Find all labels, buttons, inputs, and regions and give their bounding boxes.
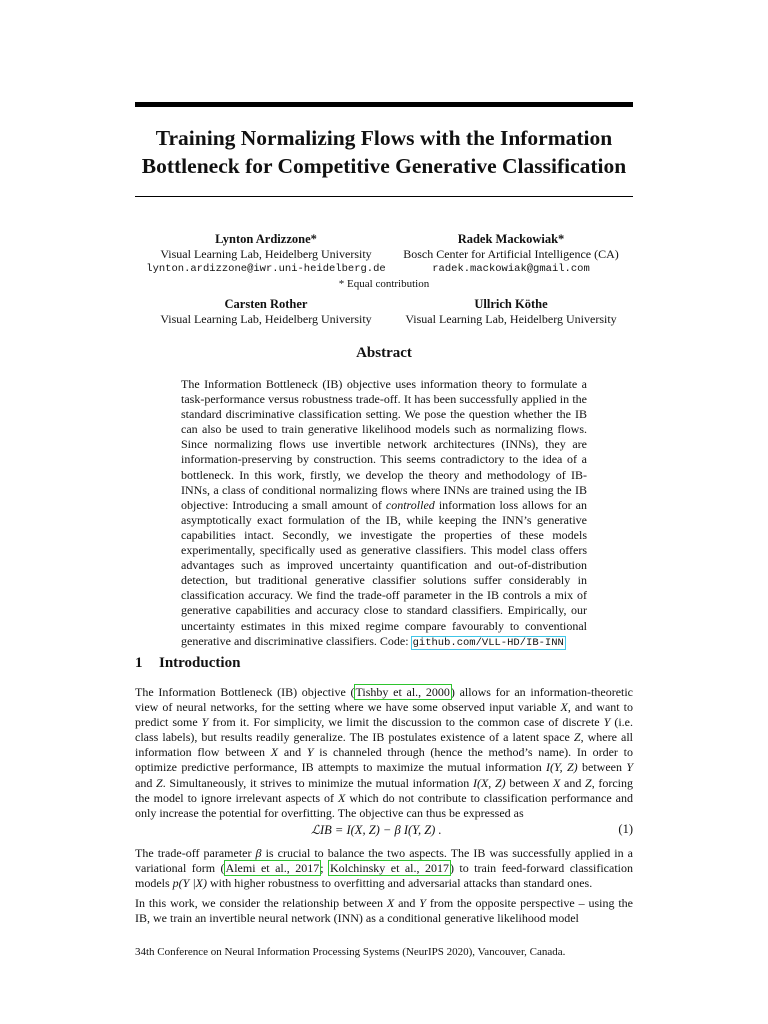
code-link[interactable]: github.com/VLL-HD/IB-INN <box>412 636 564 649</box>
section-number: 1 <box>135 655 143 671</box>
author-affiliation: Visual Learning Lab, Heidelberg University <box>405 312 617 326</box>
citation-link[interactable]: Alemi et al., 2017 <box>225 861 320 876</box>
section-title: Introduction <box>159 655 241 671</box>
citation-link[interactable]: Kolchinsky et al., 2017 <box>329 861 449 876</box>
author-name: Ullrich Köthe <box>474 297 548 311</box>
title-bottom-rule <box>135 196 633 197</box>
author-affiliation: Visual Learning Lab, Heidelberg University <box>160 312 372 326</box>
author-block-1 <box>136 232 396 277</box>
intro-paragraph-2: The trade-off parameter β is crucial to balance the two aspects. The IB was successfully applied in a variational form (Alemi et al., 2017; Kolchinsky et al., 2017) to train feed-forward classification models p(Y |X) with higher robustness to overfitting and adversarial attacks than standard ones. <box>135 846 633 891</box>
author-block-2 <box>381 232 641 277</box>
abstract-heading: Abstract <box>356 345 412 361</box>
author-block-4 <box>381 297 641 327</box>
author-name: Lynton Ardizzone* <box>215 232 317 246</box>
author-name: Radek Mackowiak* <box>457 232 565 246</box>
author-affiliation: Visual Learning Lab, Heidelberg University <box>160 247 372 261</box>
author-email: lynton.ardizzone@iwr.uni-heidelberg.de <box>146 263 386 275</box>
equation-body: ℒIB = I(X, Z) − β I(Y, Z) . <box>311 823 442 837</box>
abstract-text: The Information Bottleneck (IB) objective uses information theory to formulate a task-performance versus robustness trade-off. It has been successfully applied in the standard discriminative classification setting. We pose the question whether the IB can also be used to train generative likelihood models such as normalizing flows. Since normalizing flows use invertible network architectures (INNs), they are information-preserving by construction. This seems contradictory to the idea of a bottleneck. In this work, firstly, we develop the theory and methodology of IB-INNs, a class of conditional normalizing flows where INNs are trained using the IB objective: Introducing a small amount of controlled information loss allows for an asymptotically exact formulation of the IB, while keeping the INN’s generative capabilities intact. Secondly, we investigate the properties of these models experimentally, specifically used as generative classifiers. This model class offers advantages such as improved uncertainty quantification and out-of-distribution detection, but traditional generative classifier solutions suffer considerably in classification accuracy. We find the trade-off parameter in the IB controls a mix of generative capabilities and accuracy close to standard classifiers. Empirically, our uncertainty estimates in this mixed regime compare favourably to conventional generative and discriminative classifiers. Code: github.com/VLL-HD/IB-INN <box>181 377 587 649</box>
conference-footer: 34th Conference on Neural Information Processing Systems (NeurIPS 2020), Vancouver, Canada. <box>135 946 566 958</box>
citation-link[interactable]: Tishby et al., 2000 <box>355 685 450 699</box>
paper-title: Training Normalizing Flows with the Information Bottleneck for Competitive Generative Classification <box>141 126 627 178</box>
emphasis-text: controlled <box>385 497 435 512</box>
section-heading <box>135 655 240 672</box>
author-block-3 <box>136 297 396 327</box>
author-email: radek.mackowiak@gmail.com <box>432 263 590 275</box>
equation-number: (1) <box>618 822 633 836</box>
equal-contribution-note: * Equal contribution <box>338 278 430 290</box>
intro-paragraph-1: The Information Bottleneck (IB) objective (Tishby et al., 2000) allows for an information-theoretic view of neural networks, for the setting where we have some observed input variable X, and want to predict some Y from it. For simplicity, we limit the discussion to the common case of discrete Y (i.e. class labels), but results readily generalize. The IB postulates existence of a latent space Z, where all information flow between X and Y is channeled through (hence the method’s name). In order to optimize predictive performance, IB attempts to maximize the mutual information I(Y, Z) between Y and Z. Simultaneously, it strives to minimize the mutual information I(X, Z) between X and Z, forcing the model to ignore irrelevant aspects of X which do not contribute to classification performance and only increase the potential for overfitting. The objective can thus be expressed as <box>135 685 634 820</box>
author-name: Carsten Rother <box>224 297 308 311</box>
intro-paragraph-3: In this work, we consider the relationship between X and Y from the opposite perspective – using the IB, we train an invertible neural network (INN) as a conditional generative likelihood model <box>135 896 633 926</box>
author-affiliation: Bosch Center for Artificial Intelligence (CA) <box>403 247 619 261</box>
title-top-rule <box>135 102 633 107</box>
